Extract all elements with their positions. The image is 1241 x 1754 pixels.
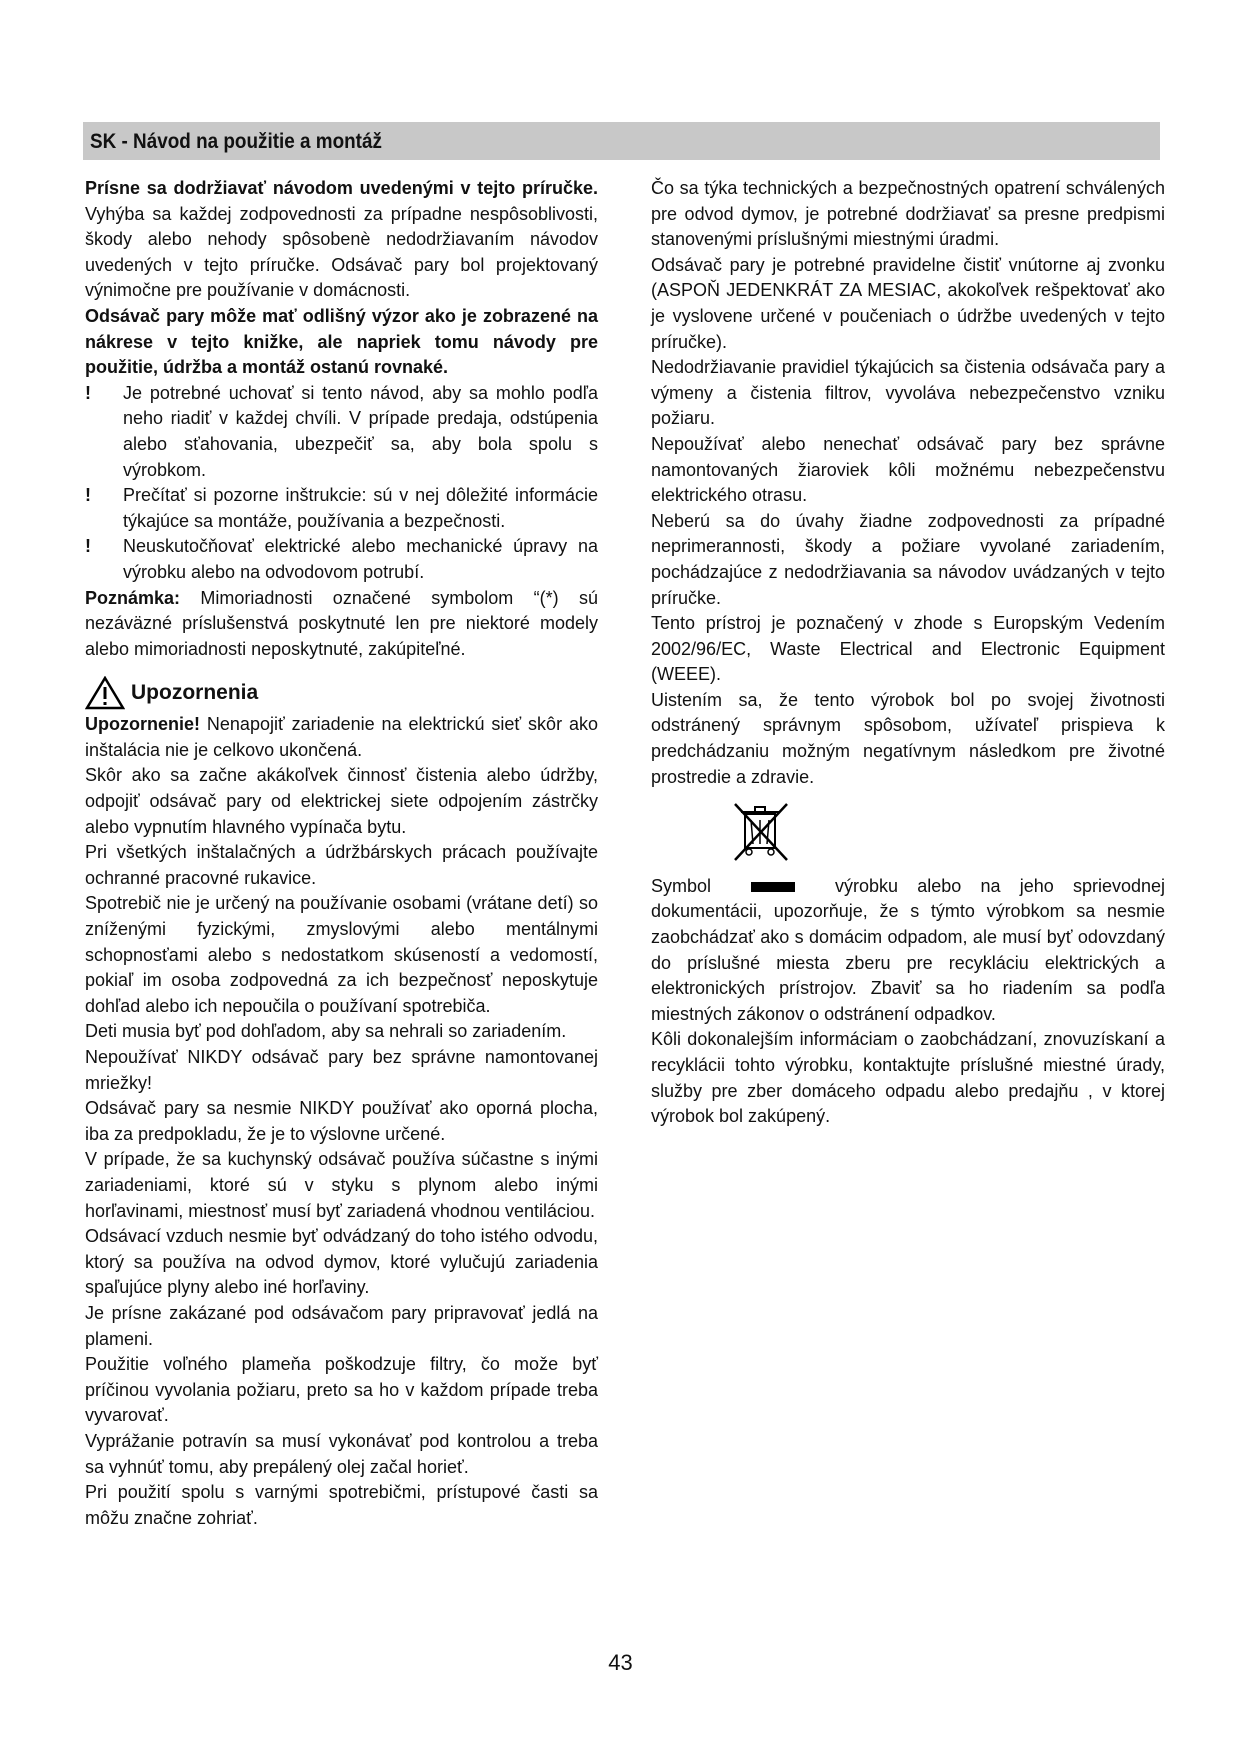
paragraph: Pri použití spolu s varnými spotrebičmi, prístupové časti sa môžu značne zohriať. [85, 1482, 598, 1528]
bullet-item [85, 483, 598, 534]
paragraph: Deti musia byť pod dohľadom, aby sa nehrali so zariadením. [85, 1021, 567, 1042]
paragraph: Čo sa týka technických a bezpečnostných opatrení schválených pre odvod dymov, je potrebné dodržiavať sa presne predpismi stanovenými príslušnými miestnými úradmi. [651, 178, 1165, 250]
bullet-text: Je potrebné uchovať si tento návod, aby sa mohlo podľa neho riadiť v každej chvíli. V prípade predaja, odstúpenia alebo sťahovania, ubezpečiť sa, aby bola spolu s výrobkom. [123, 382, 598, 480]
appearance-note: Odsávač pary môže mať odlišný výzor ako je zobrazené na nákrese v tejto knižke, ale napriek tomu návody pre použitie, údržba a montáž ostanú rovnaké. [85, 305, 598, 378]
paragraph: Neberú sa do úvahy žiadne zodpovednosti za prípadné neprimerannosti, škody a požiare vyvolané zariadením, pochádzajúce z nedodržiavania sa návodov uvádzaných v tejto príručke. [651, 510, 1165, 608]
final-paragraph: Kôli dokonalejším informáciam o zaobchádzaní, znovuzískaní a recyklácii tohto výrobku, kontaktujte príslušné miestné úrady, služby pre zber domáceho odpadu alebo predajňu , v ktorej výrobok bol zakúpený. [651, 1029, 1165, 1127]
bullet-item [85, 381, 598, 483]
intro-bold: Prísne sa dodržiavať návodom uvedenými v tejto príručke. [85, 178, 598, 198]
right-column [651, 176, 1165, 1130]
paragraph: Použitie voľného plameňa poškodzuje filtry, čo može byť príčinou vyvolania požiaru, preto sa ho v každom prípade treba vyvarovať. [85, 1354, 598, 1426]
crossed-bin-icon [731, 798, 791, 866]
warning-text: Nenapojiť zariadenie na elektrickú sieť skôr ako inštalácia nie je celkovo ukončená. [85, 714, 598, 760]
paragraph: Uistením sa, že tento výrobok bol po svojej životnosti odstránený správnym spôsobom, užívateľ prispieva k predchádzaniu možným negatívnym následkom pre životné prostredie a zdravie. [651, 689, 1165, 787]
warning-label: Upozornenie! [85, 714, 200, 735]
left-column [85, 176, 598, 1531]
section-title: SK - Návod na použitie a montáž [90, 130, 382, 153]
intro-paragraph [85, 176, 598, 304]
symbol-text: výrobku alebo na jeho sprievodnej dokumentácii, upozorňuje, že s týmto výrobkom sa nesmie zaobchádzať ako s domácim odpadom, ale musí byť odovzdaný do príslušné miesta zberu pre recykláciu elektrických a elektronických prístrojov. Zbaviť sa ho riadením sa podľa miestných zákonov o odstránení odpadkov. [651, 875, 1165, 1024]
paragraph: V prípade, že sa kuchynský odsávač používa súčastne s inými zariadeniami, ktoré sú v styku s plynom alebo inými horľavinami, miestnosť musí byť zariadená vhodnou ventiláciou. [85, 1149, 598, 1221]
intro-text: Vyhýba sa každej zodpovednosti za prípadne nespôsoblivosti, škody alebo nehody spôsobenè nedodržiavaním návodov uvedených v tejto príručke. Odsávač pary bol projektovaný výnimočne pre používanie v domácnosti. [85, 203, 598, 301]
paragraph: Tento prístroj je poznačený v zhode s Europským Vedením 2002/96/EC, Waste Electrical and Electronic Equipment (WEEE). [651, 613, 1165, 685]
warnings-heading [85, 676, 598, 710]
exclamation-mark: ! [85, 485, 91, 506]
symbol-paragraph [651, 874, 1165, 1028]
paragraph: Pri všetkých inštalačných a údržbárskych prácach používajte ochranné pracovné rukavice. [85, 842, 598, 888]
section-header-bar [83, 122, 1160, 160]
warning-triangle-icon [85, 676, 125, 710]
paragraph: Nepoužívať NIKDY odsávač pary bez správne namontovanej mriežky! [85, 1047, 598, 1093]
note-paragraph [85, 586, 598, 663]
paragraph: Je prísne zakázané pod odsávačom pary pripravovať jedlá na plameni. [85, 1302, 598, 1349]
paragraph: Spotrebič nie je určený na používanie osobami (vrátane detí) so zníženými fyzickými, zmyslovými alebo mentálnymi schopnosťami alebo s nedostatkom skúseností a vedomostí, pokiaľ im osoba zodpovedná za ich bezpečnosť neposkytuje dohľad alebo ich nepoučila o používaní spotrebiča. [85, 893, 598, 1016]
paragraph: Odsávač pary je potrebné pravidelne čistiť vnútorne aj zvonku (ASPOŇ JEDENKRÁT ZA MESIAC, akokoľvek rešpektovať ako je vyslovene určené v poučeniach o údržbe uvedených v tejto príručke). [651, 254, 1165, 352]
bullet-item [85, 534, 598, 585]
black-bar-symbol [751, 882, 795, 892]
paragraph: Nepoužívať alebo nenechať odsávač pary bez správne namontovaných žiaroviek kôli možnému nebezpečenstvu elektrického otrasu. [651, 433, 1165, 506]
paragraph: Skôr ako sa začne akákoľvek činnosť čistenia alebo údržby, odpojiť odsávač pary od elektrickej siete odpojením zástrčky alebo vypnutím hlavného vypínača bytu. [85, 765, 598, 837]
warnings-title: Upozornenia [131, 681, 259, 705]
page-number: 43 [608, 1650, 633, 1675]
note-text: Mimoriadnosti označené symbolom “(*) sú nezáväzné príslušenstvá poskytnuté len pre niektoré modely alebo mimoriadnosti neposkytnuté, zakúpiteľné. [85, 587, 598, 659]
warning-paragraph [85, 712, 598, 763]
paragraph: Nedodržiavanie pravidiel týkajúcich sa čistenia odsávača pary a výmeny a čistenia filtrov, vyvoláva nebezpečenstvo vzniku požiaru. [651, 357, 1165, 429]
exclamation-mark: ! [85, 382, 91, 403]
paragraph: Vyprážanie potravín sa musí vykonávať pod kontrolou a treba sa vyhnúť tomu, aby prepálený olej začal horieť. [85, 1430, 598, 1477]
bullet-text: Neuskutočňovať elektrické alebo mechanické úpravy na výrobku alebo na odvodovom potrubí. [123, 536, 598, 582]
bullet-text: Prečítať si pozorne inštrukcie: sú v nej dôležité informácie týkajúce sa montáže, používania a bezpečnosti. [123, 485, 598, 531]
exclamation-mark: ! [85, 536, 91, 557]
note-label: Poznámka: [85, 587, 181, 608]
paragraph: Odsávací vzduch nesmie byť odvádzaný do toho istého odvodu, ktorý sa používa na odvod dymov, ktoré vylučujú zariadenia spaľujúce plyny alebo iné horľaviny. [85, 1226, 598, 1298]
paragraph: Odsávač pary sa nesmie NIKDY používať ako oporná plocha, iba za predpokladu, že je to výslovne určené. [85, 1098, 598, 1144]
symbol-word: Symbol [651, 875, 712, 896]
